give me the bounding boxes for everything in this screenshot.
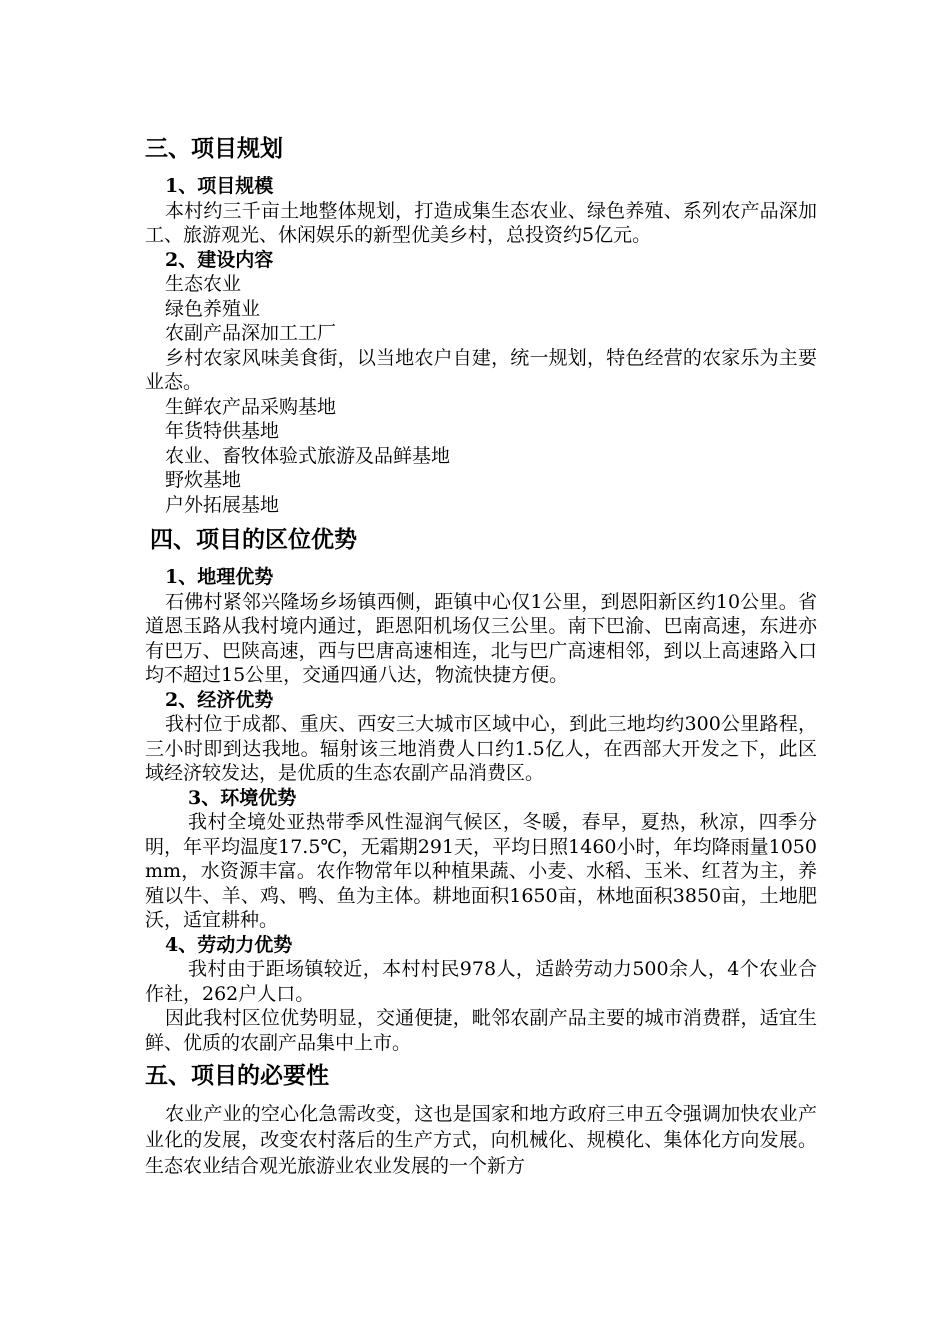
section-3-sub-1-heading: 1、项目规模 bbox=[165, 175, 274, 197]
construction-item: 农业、畜牧体验式旅游及品鲜基地 bbox=[165, 444, 451, 467]
section-4-sub-3-paragraph: 我村全境处亚热带季风性湿润气候区，冬暖，春早，夏热，秋凉，四季分明，年平均温度17.5℃，无霜期291天，平均日照1460小时，年均降雨量1050mm，水资源丰富。农作物常年以种植果蔬、小麦、水稻、玉米、红苕为主，养殖以牛、羊、鸡、鸭、鱼为主体。耕地面积1650亩，林地面积3850亩，土地肥沃，适宜耕种。 bbox=[145, 811, 817, 931]
section-4-sub-2-paragraph: 我村位于成都、重庆、西安三大城市区域中心，到此三地均约300公里路程，三小时即到达我地。辐射该三地消费人口约1.5亿人，在西部大开发之下，此区域经济较发达，是优质的生态农副产品消费区。 bbox=[145, 713, 817, 784]
construction-item: 年货特供基地 bbox=[165, 420, 280, 442]
section-4-heading: 四、项目的区位优势 bbox=[150, 526, 357, 553]
construction-item: 野炊基地 bbox=[165, 469, 242, 491]
section-3-sub-1-paragraph: 本村约三千亩土地整体规划，打造成集生态农业、绿色养殖、系列农产品深加工、旅游观光、休闲娱乐的新型优美乡村，总投资约5亿元。 bbox=[145, 199, 817, 246]
construction-item: 生鲜农产品采购基地 bbox=[165, 395, 337, 418]
construction-item: 户外拓展基地 bbox=[165, 493, 280, 516]
construction-paragraph: 乡村农家风味美食街，以当地农户自建，统一规划，特色经营的农家乐为主要业态。 bbox=[145, 346, 817, 393]
section-4-sub-3-heading: 3、环境优势 bbox=[188, 786, 297, 809]
section-4-sub-1-heading: 1、地理优势 bbox=[165, 566, 274, 588]
construction-item: 生态农业 bbox=[165, 273, 242, 295]
section-4-conclusion-paragraph: 因此我村区位优势明显，交通便捷，毗邻农副产品主要的城市消费群，适宜生鲜、优质的农副产品集中上市。 bbox=[145, 1007, 817, 1054]
section-3-sub-2-heading: 2、建设内容 bbox=[165, 248, 274, 271]
section-4-sub-2-heading: 2、经济优势 bbox=[165, 688, 274, 711]
section-4-sub-4-paragraph: 我村由于距场镇较近，本村村民978人，适龄劳动力500余人，4个农业合作社，262户人口。 bbox=[145, 958, 817, 1005]
section-3-heading: 三、项目规划 bbox=[145, 135, 283, 162]
construction-item: 绿色养殖业 bbox=[165, 297, 261, 320]
section-4-sub-4-heading: 4、劳动力优势 bbox=[165, 933, 293, 956]
section-5-paragraph: 农业产业的空心化急需改变，这也是国家和地方政府三申五令强调加快农业产业化的发展，改变农村落后的生产方式，向机械化、规模化、集体化方向发展。生态农业结合观光旅游业农业发展的一个新方 bbox=[145, 1103, 817, 1177]
construction-item: 农副产品深加工工厂 bbox=[165, 322, 337, 344]
document-body bbox=[145, 132, 817, 1179]
section-5-heading: 五、项目的必要性 bbox=[145, 1062, 329, 1089]
section-4-sub-1-paragraph: 石佛村紧邻兴隆场乡场镇西侧，距镇中心仅1公里，到恩阳新区约10公里。省道恩玉路从我村境内通过，距恩阳机场仅三公里。南下巴渝、巴南高速，东进亦有巴万、巴陕高速，西与巴唐高速相连，北与巴广高速相邻，到以上高速路入口均不超过15公里，交通四通八达，物流快捷方便。 bbox=[145, 590, 817, 686]
